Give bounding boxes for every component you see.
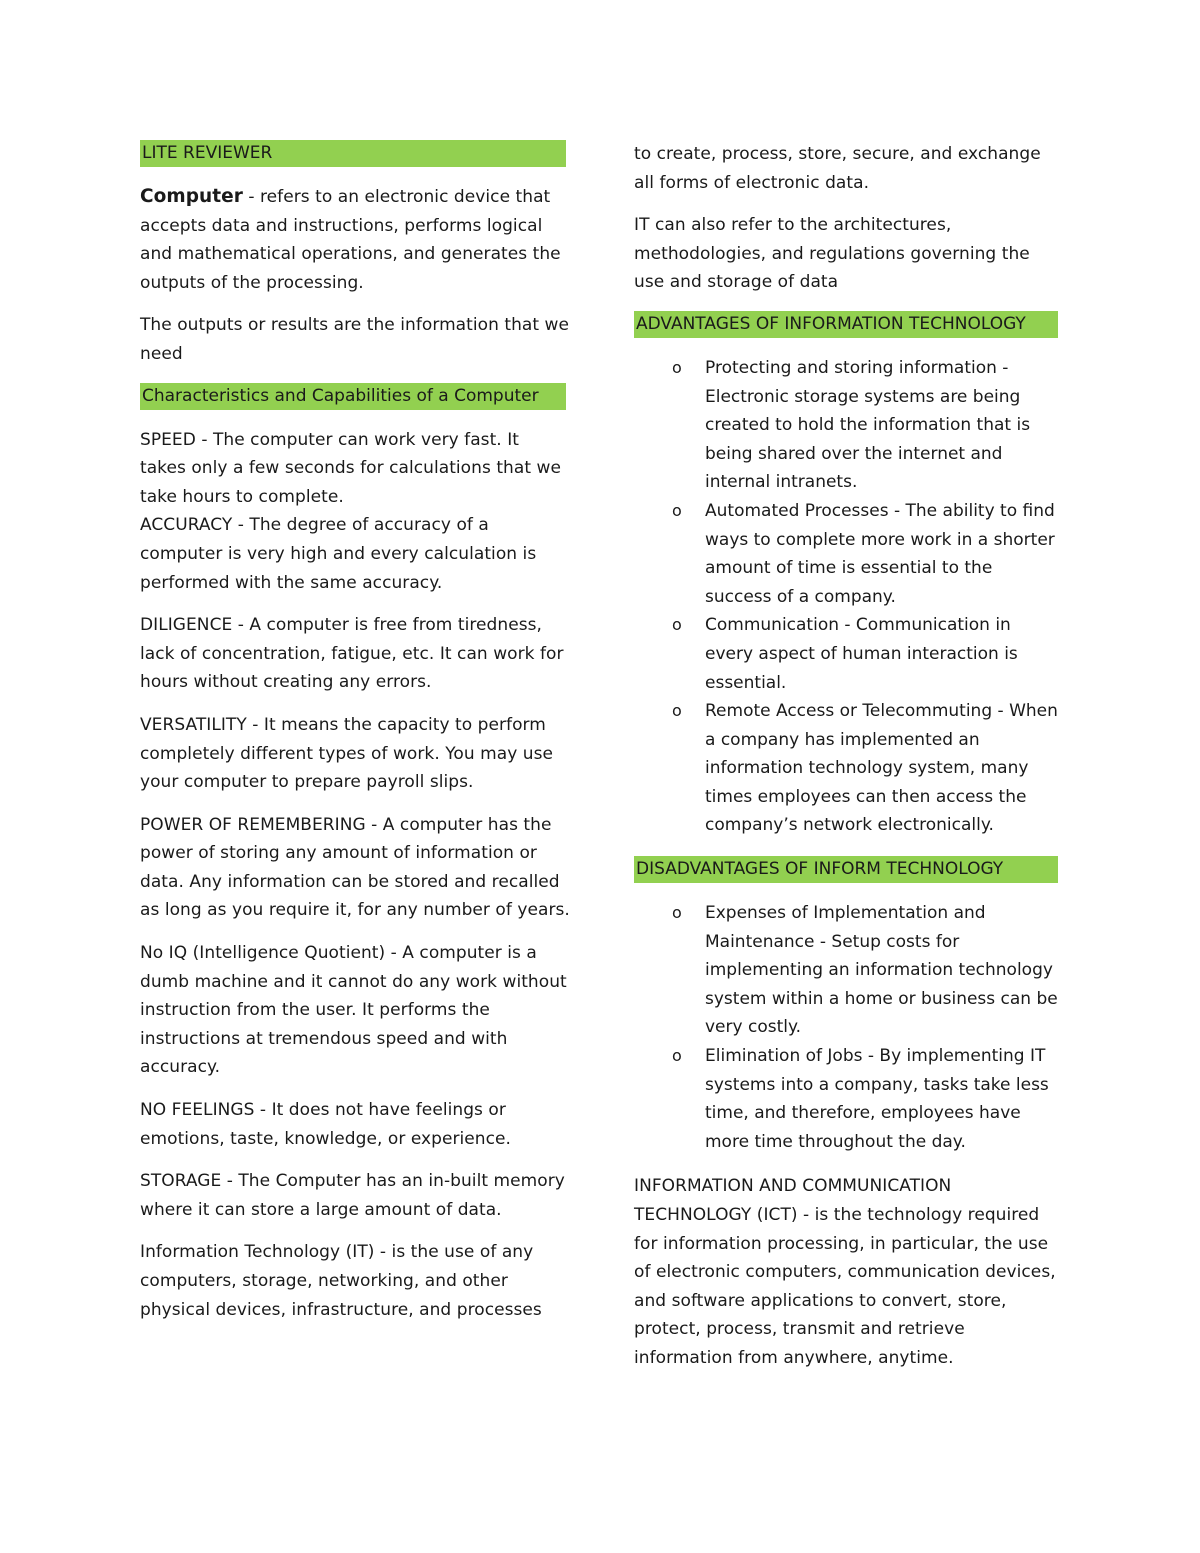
list-item [634,354,1062,497]
versatility-paragraph: VERSATILITY - It means the capacity to perform completely different types of work. You may use your computer to prepare payroll slips. [140,714,554,793]
right-column [634,140,1062,1387]
advantages-list [634,354,1062,840]
list-item-text: Protecting and storing information - Electronic storage systems are being created to hold the information that is being shared over the internet and internal intranets. [705,357,1031,493]
no-feelings-paragraph: NO FEELINGS - It does not have feelings or emotions, taste, knowledge, or experience. [140,1100,511,1149]
speed-paragraph: SPEED - The computer can work very fast. It takes only a few seconds for calculations that we take hours to complete. [140,429,561,507]
bullet-marker: o [672,701,682,721]
accuracy-paragraph: ACCURACY - The degree of accuracy of a computer is very high and every calculation is performed with the same accuracy. [140,515,537,593]
disadvantages-list [634,899,1062,1156]
bullet-marker: o [672,903,682,923]
ict-definition-paragraph: INFORMATION AND COMMUNICATION TECHNOLOGY (ICT) - is the technology required for information processing, in particular, the use of electronic computers, communication devices, and software applications to convert, store, protect, process, transmit and retrieve information from anywhere, anytime. [634,1176,1056,1368]
bullet-marker: o [672,1046,682,1066]
list-item [634,899,1062,1042]
page-title: LITE REVIEWER [140,140,566,167]
storage-paragraph: STORAGE - The Computer has an in-built memory where it can store a large amount of data. [140,1171,565,1220]
no-iq-paragraph: No IQ (Intelligence Quotient) - A computer is a dumb machine and it cannot do any work without instruction from the user. It performs the instructions at tremendous speed and with accuracy. [140,943,567,1078]
list-item [634,497,1062,611]
advantages-heading: ADVANTAGES OF INFORMATION TECHNOLOGY [634,311,1058,338]
list-item-text: Remote Access or Telecommuting - When a company has implemented an information technology system, many times employees can then access the company’s network electronically. [705,701,1058,836]
computer-definition [140,183,570,297]
computer-definition-text: - refers to an electronic device that accepts data and instructions, performs logical and mathematical operations, and generates the outputs of the processing. [140,187,561,293]
disadvantages-heading: DISADVANTAGES OF INFORM TECHNOLOGY [634,856,1058,883]
it-also-paragraph: IT can also refer to the architectures, methodologies, and regulations governing the use and storage of data [634,215,1030,293]
computer-term: Computer [140,186,243,207]
diligence-paragraph: DILIGENCE - A computer is free from tiredness, lack of concentration, fatigue, etc. It can work for hours without creating any errors. [140,615,564,693]
list-item [634,611,1062,697]
list-item [634,1042,1062,1156]
outputs-note: The outputs or results are the information that we need [140,315,570,364]
left-column [140,140,570,1338]
list-item-text: Elimination of Jobs - By implementing IT systems into a company, tasks take less time, and therefore, employees have more time throughout the day. [705,1046,1049,1152]
list-item-text: Automated Processes - The ability to find ways to complete more work in a shorter amount of time is essential to the success of a company. [705,500,1055,607]
list-item-text: Communication - Communication in every aspect of human interaction is essential. [705,615,1018,693]
characteristics-heading: Characteristics and Capabilities of a Computer [140,383,566,410]
remembering-paragraph: POWER OF REMEMBERING - A computer has the power of storing any amount of information or data. Any information can be stored and recalled as long as you require it, for any number of years. [140,814,570,921]
it-definition-paragraph: Information Technology (IT) - is the use of any computers, storage, networking, and other physical devices, infrastructure, and processes [140,1242,542,1320]
bullet-marker: o [672,615,682,635]
bullet-marker: o [672,357,682,377]
it-definition-continued: to create, process, store, secure, and exchange all forms of electronic data. [634,144,1041,193]
bullet-marker: o [672,500,682,520]
list-item-text: Expenses of Implementation and Maintenance - Setup costs for implementing an information technology system within a home or business can be very costly. [705,903,1058,1038]
list-item [634,697,1062,840]
